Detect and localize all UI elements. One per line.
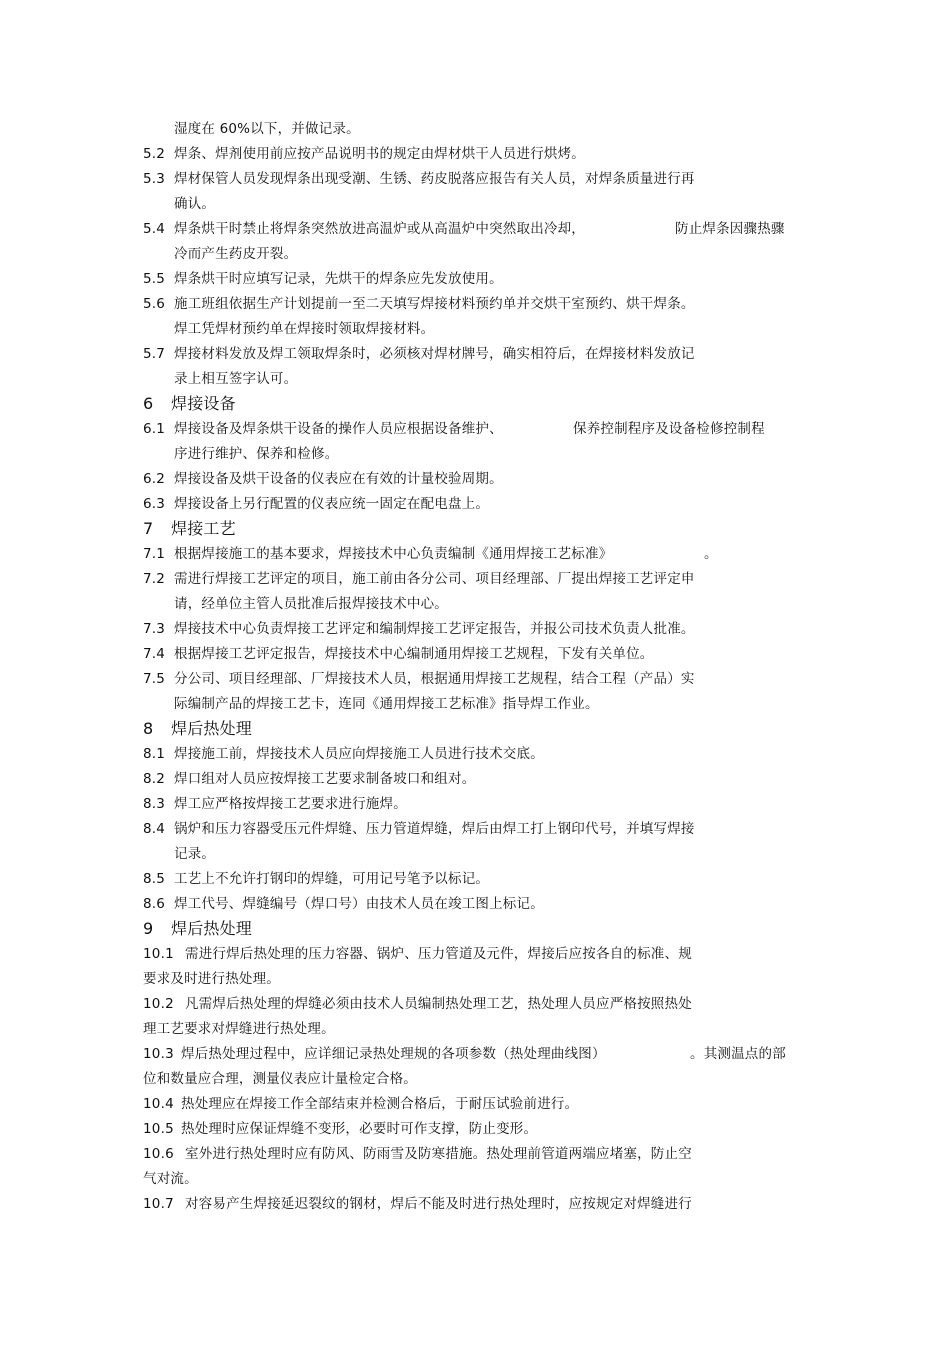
clause-text: 理工艺要求对焊缝进行热处理。 xyxy=(143,1021,335,1037)
clause-text: 根据焊接施工的基本要求，焊接技术中心负责编制《通用焊接工艺标准》 xyxy=(174,546,613,562)
clause-text: 焊工凭焊材预约单在焊接时领取焊接材料。 xyxy=(174,321,435,337)
clause-text-continuation: 防止焊条因骤热骤 xyxy=(675,221,785,237)
clause-text: 焊口组对人员应按焊接工艺要求制备坡口和组对。 xyxy=(174,771,476,787)
clause-number: 8.3 xyxy=(143,796,166,812)
section-title: 焊后热处理 xyxy=(171,919,253,938)
clause-number: 7.2 xyxy=(143,571,166,587)
clause-text: 热处理应在焊接工作全部结束并检测合格后，于耐压试验前进行。 xyxy=(181,1096,579,1112)
clause-text: 焊条烘干时应填写记录，先烘干的焊条应先发放使用。 xyxy=(174,271,503,287)
clause-number: 7.4 xyxy=(143,646,166,662)
clause-number: 8.4 xyxy=(143,821,166,837)
clause-number: 5.7 xyxy=(143,346,166,362)
clause-number: 10.7 xyxy=(143,1196,174,1212)
clause-text: 工艺上不允许打钢印的焊缝，可用记号笔予以标记。 xyxy=(174,871,490,887)
clause-text: 位和数量应合理，测量仪表应计量检定合格。 xyxy=(143,1071,417,1087)
clause-text: 根据焊接工艺评定报告，焊接技术中心编制通用焊接工艺规程，下发有关单位。 xyxy=(174,646,654,662)
clause-text: 对容易产生焊接延迟裂纹的钢材，焊后不能及时进行热处理时，应按规定对焊缝进行 xyxy=(185,1196,692,1212)
clause-text: 焊工代号、焊缝编号（焊口号）由技术人员在竣工图上标记。 xyxy=(174,896,544,912)
clause-number: 5.5 xyxy=(143,271,166,287)
clause-text: 室外进行热处理时应有防风、防雨雪及防寒措施。热处理前管道两端应堵塞，防止空 xyxy=(185,1146,692,1162)
clause-number: 6.1 xyxy=(143,421,166,437)
clause-number: 7.1 xyxy=(143,546,166,562)
clause-number: 7.5 xyxy=(143,671,166,687)
clause-text: 要求及时进行热处理。 xyxy=(143,971,280,987)
clause-text: 热处理时应保证焊缝不变形，必要时可作支撑，防止变形。 xyxy=(181,1121,538,1137)
clause-text: 需进行焊后热处理的压力容器、锅炉、压力管道及元件，焊接后应按各自的标准、规 xyxy=(185,946,692,962)
section-number: 6 xyxy=(143,394,154,413)
clause-text-continuation: 保养控制程序及设备检修控制程 xyxy=(573,421,765,437)
clause-number: 5.6 xyxy=(143,296,166,312)
clause-text: 冷而产生药皮开裂。 xyxy=(174,246,298,262)
clause-text: 焊工应严格按焊接工艺要求进行施焊。 xyxy=(174,796,407,812)
clause-number: 6.2 xyxy=(143,471,166,487)
section-number: 8 xyxy=(143,719,154,738)
section-title: 焊接工艺 xyxy=(171,519,236,538)
clause-number: 5.3 xyxy=(143,171,166,187)
clause-number: 8.2 xyxy=(143,771,166,787)
clause-text: 施工班组依据生产计划提前一至二天填写焊接材料预约单并交烘干室预约、烘干焊条。 xyxy=(174,296,695,312)
clause-number: 10.6 xyxy=(143,1146,174,1162)
clause-text-continuation: 。其测温点的部 xyxy=(690,1046,786,1062)
clause-text: 焊接设备及焊条烘干设备的操作人员应根据设备维护、 xyxy=(174,421,503,437)
clause-text: 焊后热处理过程中，应详细记录热处理规的各项参数（热处理曲线图） xyxy=(181,1046,606,1062)
clause-text: 焊接技术中心负责焊接工艺评定和编制焊接工艺评定报告，并报公司技术负责人批准。 xyxy=(174,621,695,637)
clause-text: 分公司、项目经理部、厂焊接技术人员，根据通用焊接工艺规程，结合工程（产品）实 xyxy=(174,671,695,687)
clause-text: 湿度在 60%以下，并做记录。 xyxy=(174,121,360,137)
clause-text-continuation: 。 xyxy=(704,546,718,562)
clause-text: 需进行焊接工艺评定的项目，施工前由各分公司、项目经理部、厂提出焊接工艺评定申 xyxy=(174,571,695,587)
clause-text: 焊条烘干时禁止将焊条突然放进高温炉或从高温炉中突然取出冷却， xyxy=(174,221,585,237)
clause-text: 际编制产品的焊接工艺卡，连同《通用焊接工艺标准》指导焊工作业。 xyxy=(174,696,599,712)
clause-text: 确认。 xyxy=(174,196,216,212)
section-title: 焊接设备 xyxy=(171,394,236,413)
clause-text: 锅炉和压力容器受压元件焊缝、压力管道焊缝，焊后由焊工打上钢印代号，并填写焊接 xyxy=(174,821,695,837)
clause-text: 焊接施工前，焊接技术人员应向焊接施工人员进行技术交底。 xyxy=(174,746,544,762)
clause-number: 6.3 xyxy=(143,496,166,512)
section-number: 9 xyxy=(143,919,154,938)
clause-text: 焊接设备及烘干设备的仪表应在有效的计量校验周期。 xyxy=(174,471,503,487)
clause-number: 10.2 xyxy=(143,996,174,1012)
clause-text: 录上相互签字认可。 xyxy=(174,371,298,387)
clause-text: 序进行维护、保养和检修。 xyxy=(174,446,339,462)
clause-number: 8.6 xyxy=(143,896,166,912)
clause-text: 焊条、焊剂使用前应按产品说明书的规定由焊材烘干人员进行烘烤。 xyxy=(174,146,585,162)
clause-number: 10.5 xyxy=(143,1121,174,1137)
clause-number: 7.3 xyxy=(143,621,166,637)
clause-text: 请，经单位主管人员批准后报焊接技术中心。 xyxy=(174,596,448,612)
clause-number: 10.4 xyxy=(143,1096,174,1112)
clause-text: 记录。 xyxy=(174,846,216,862)
clause-number: 5.2 xyxy=(143,146,166,162)
clause-number: 8.5 xyxy=(143,871,166,887)
clause-number: 10.1 xyxy=(143,946,174,962)
clause-text: 气对流。 xyxy=(143,1171,198,1187)
clause-text: 焊接材料发放及焊工领取焊条时，必须核对焊材牌号，确实相符后，在焊接材料发放记 xyxy=(174,346,695,362)
clause-number: 5.4 xyxy=(143,221,166,237)
section-number: 7 xyxy=(143,519,154,538)
clause-text: 凡需焊后热处理的焊缝必须由技术人员编制热处理工艺，热处理人员应严格按照热处 xyxy=(185,996,692,1012)
clause-number: 8.1 xyxy=(143,746,166,762)
section-title: 焊后热处理 xyxy=(171,719,253,738)
clause-text: 焊材保管人员发现焊条出现受潮、生锈、药皮脱落应报告有关人员，对焊条质量进行再 xyxy=(174,171,695,187)
clause-number: 10.3 xyxy=(143,1046,174,1062)
clause-text: 焊接设备上另行配置的仪表应统一固定在配电盘上。 xyxy=(174,496,490,512)
